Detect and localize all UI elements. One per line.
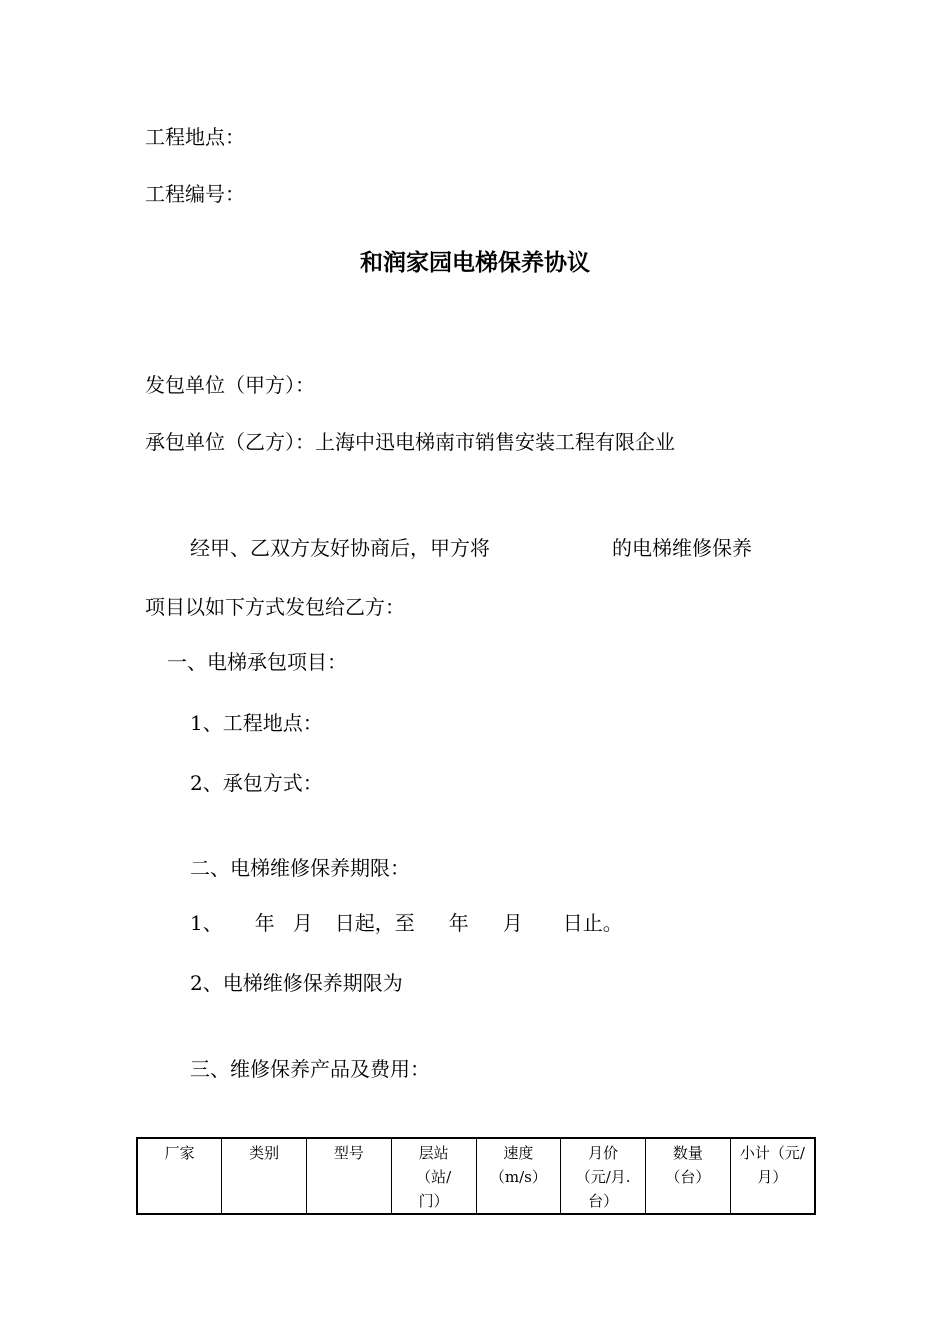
header-subtotal: 小计（元/ 月）	[730, 1138, 815, 1214]
header-floors-stops: 层站 （站/ 门）	[391, 1138, 476, 1214]
party-b-label: 承包单位（乙方）：上海中迅电梯南市销售安装工程有限企业	[145, 430, 675, 454]
intro-text-part-2: 的电梯维修保养	[612, 536, 752, 560]
section-3-heading: 三、维修保养产品及费用：	[190, 1057, 430, 1081]
project-number-label: 工程编号：	[145, 182, 245, 206]
header-category: 类别	[222, 1138, 307, 1214]
project-location-label: 工程地点：	[145, 125, 245, 149]
period-start-day: 日起，至	[334, 911, 415, 935]
fee-table-header-row	[137, 1138, 815, 1214]
section-1-item-1: 1、工程地点：	[190, 711, 323, 735]
section-2-item-1	[190, 909, 623, 937]
intro-text-part-1: 经甲、乙双方友好协商后，甲方将	[190, 536, 490, 560]
period-start-year: 年	[254, 911, 275, 935]
fee-table	[136, 1137, 816, 1215]
period-end-year: 年	[448, 911, 469, 935]
period-end-month: 月	[502, 911, 523, 935]
period-start-month: 月	[292, 911, 313, 935]
section-2-heading: 二、电梯维修保养期限：	[190, 856, 410, 880]
intro-paragraph-line-1	[190, 534, 752, 562]
party-a-label: 发包单位（甲方）：	[145, 373, 315, 397]
header-quantity: 数量 （台）	[646, 1138, 731, 1214]
header-model: 型号	[307, 1138, 392, 1214]
header-monthly-price: 月价 （元/月. 台）	[561, 1138, 646, 1214]
intro-paragraph-line-2: 项目以如下方式发包给乙方：	[145, 595, 405, 619]
section-1-heading: 一、电梯承包项目：	[167, 650, 347, 674]
header-speed: 速度 （m/s）	[476, 1138, 561, 1214]
section-2-item-2: 2、电梯维修保养期限为	[190, 971, 403, 995]
period-prefix: 1、	[190, 911, 223, 935]
header-manufacturer: 厂家	[137, 1138, 222, 1214]
section-1-item-2: 2、承包方式：	[190, 771, 323, 795]
period-end-day: 日止。	[562, 911, 623, 935]
document-title: 和润家园电梯保养协议	[360, 249, 590, 276]
